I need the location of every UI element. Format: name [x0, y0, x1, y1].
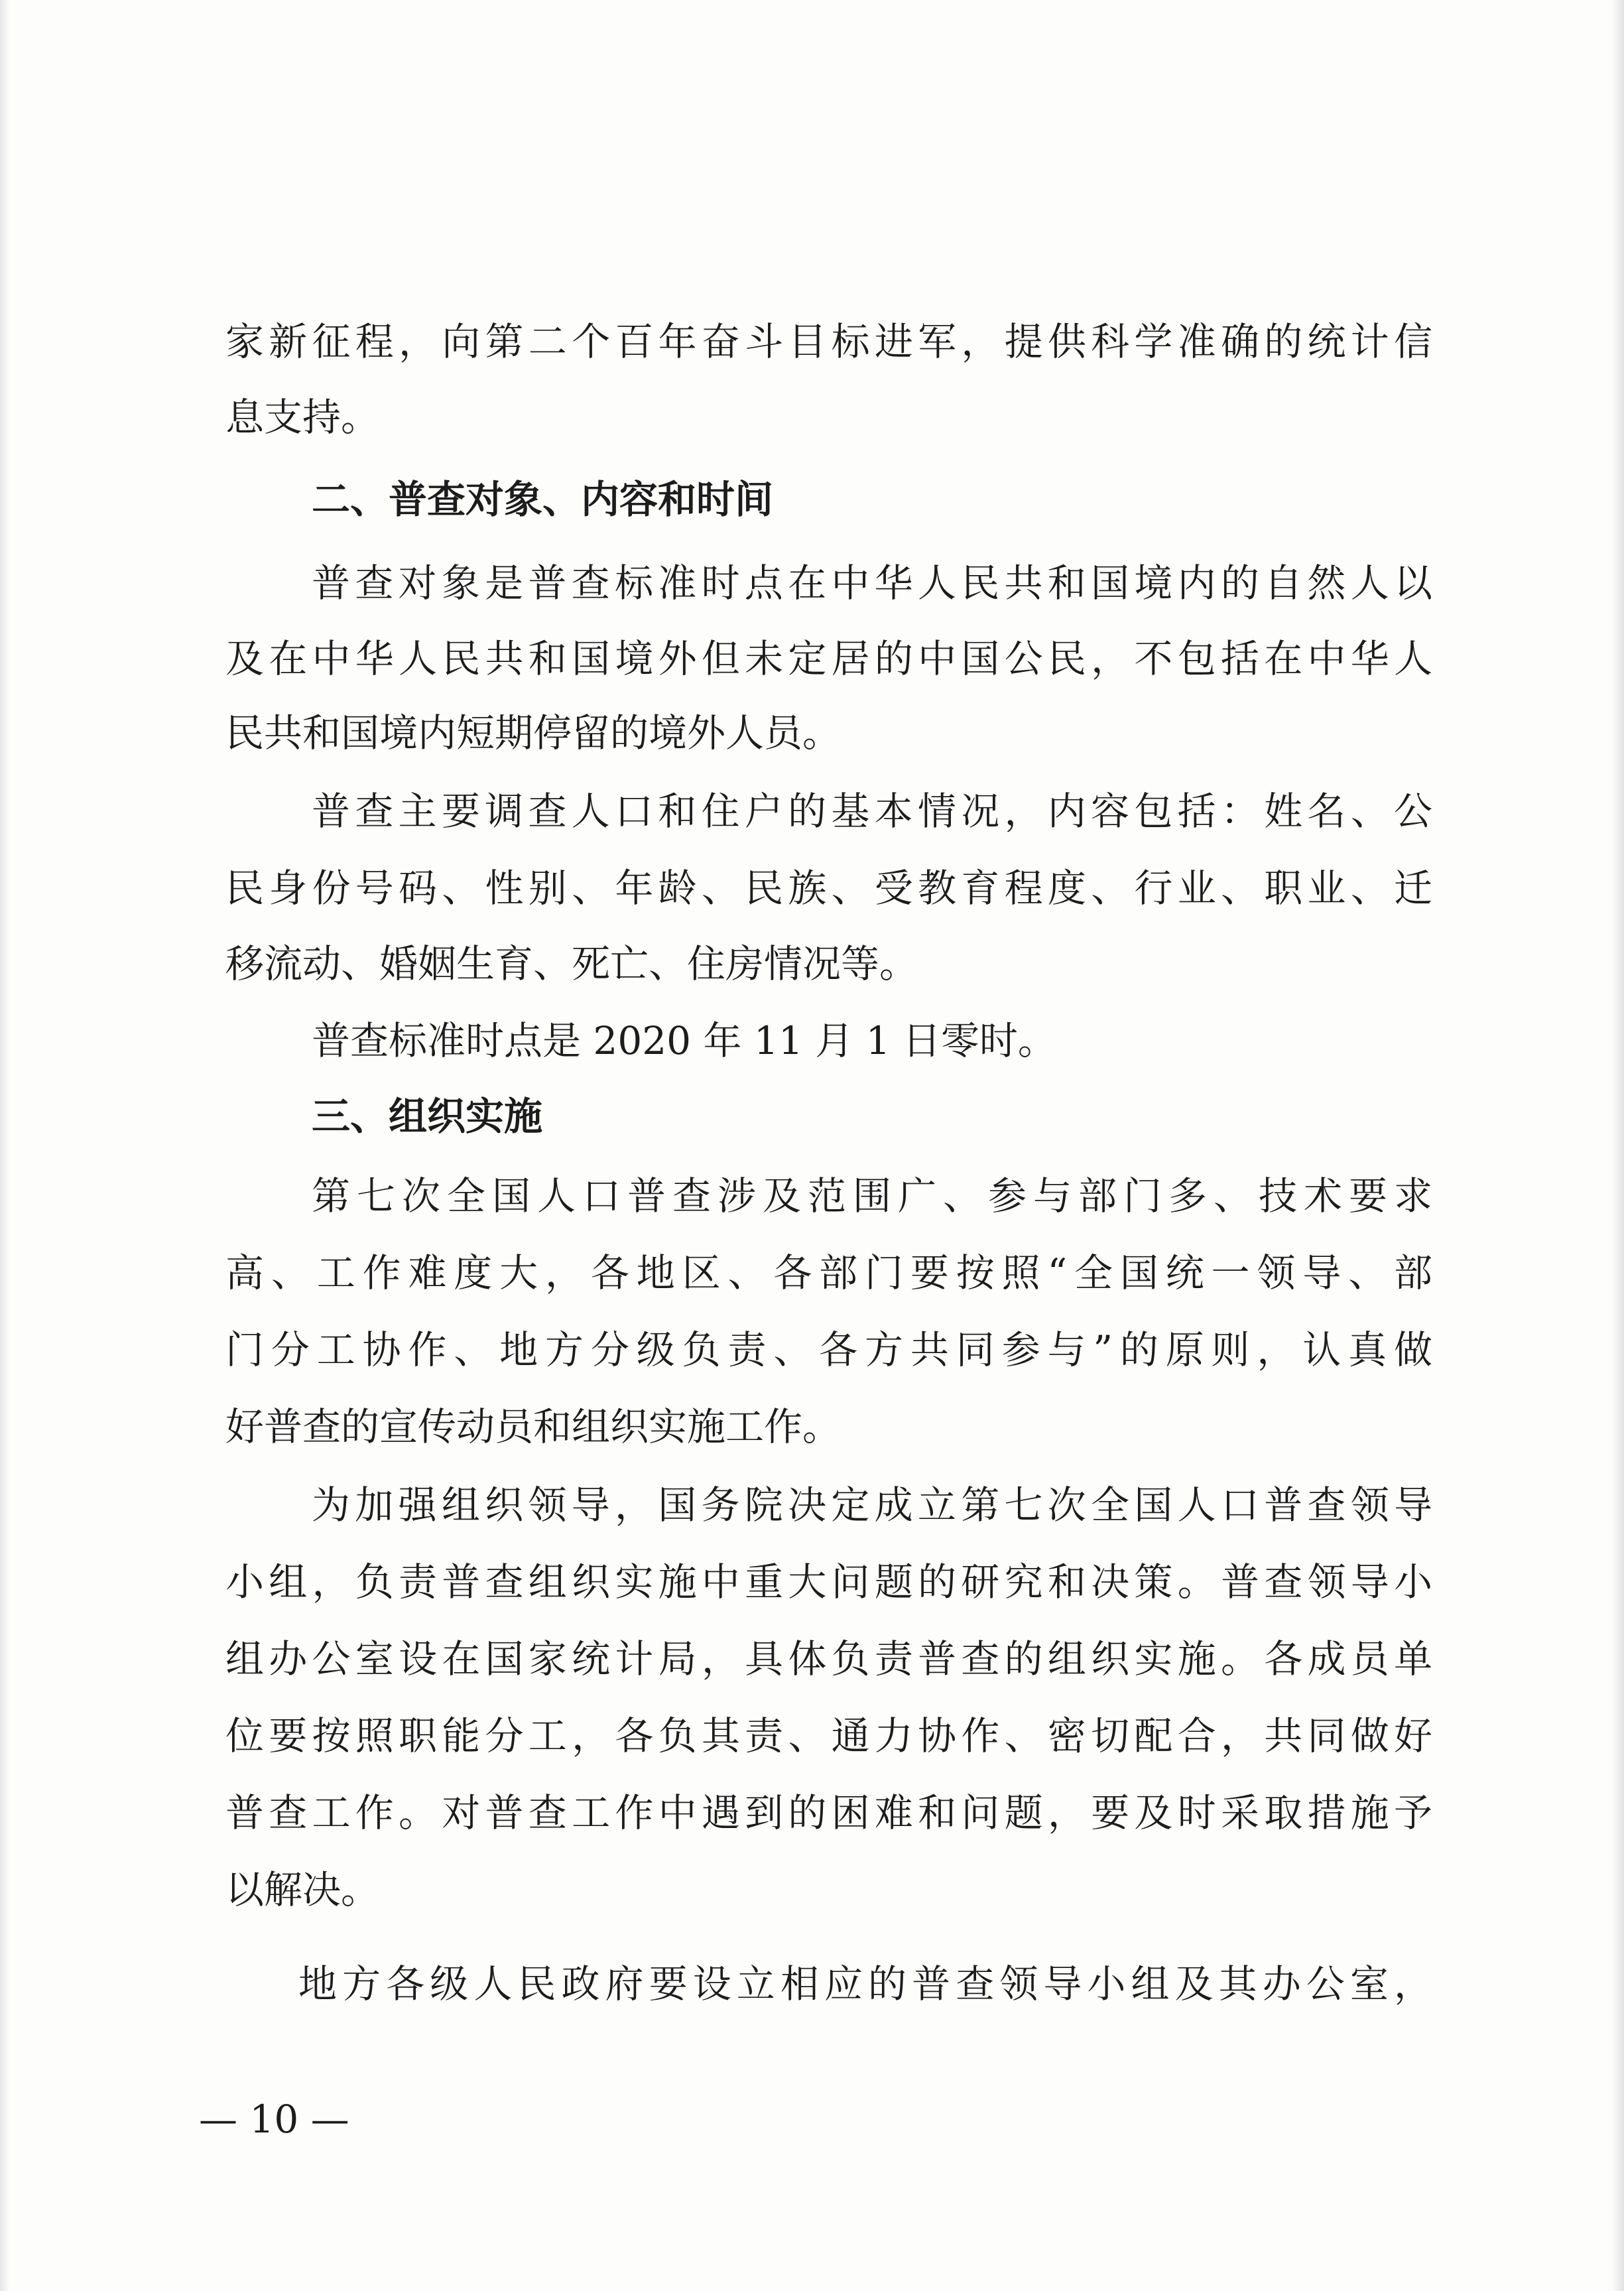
section-heading: 二、普查对象、内容和时间: [312, 477, 774, 522]
page-number: — 10 —: [199, 2097, 349, 2142]
text-line: 为加强组织领导，国务院决定成立第七次全国人口普查领导: [312, 1482, 1432, 1528]
text-line: 组办公室设在国家统计局，具体负责普查的组织实施。各成员单: [225, 1636, 1432, 1681]
text-line: 民共和国境内短期停留的境外人员。: [225, 710, 842, 755]
text-line: 普查对象是普查标准时点在中华人民共和国境内的自然人以: [312, 560, 1432, 606]
text-line: 好普查的宣传动员和组织实施工作。: [225, 1404, 842, 1449]
text-line: 第七次全国人口普查涉及范围广、参与部门多、技术要求: [312, 1173, 1432, 1218]
text-line: 移流动、婚姻生育、死亡、住房情况等。: [225, 941, 918, 986]
text-line: 普查工作。对普查工作中遇到的困难和问题，要及时采取措施予: [225, 1790, 1432, 1835]
scan-edge-left: [0, 0, 9, 2291]
text-line: 小组，负责普查组织实施中重大问题的研究和决策。普查领导小: [225, 1559, 1432, 1604]
text-line: 位要按照职能分工，各负其责、通力协作、密切配合，共同做好: [225, 1713, 1432, 1758]
section-heading: 三、组织实施: [312, 1094, 543, 1139]
text-line: 普查标准时点是 2020 年 11 月 1 日零时。: [312, 1018, 1056, 1063]
text-line: 门分工协作、地方分级负责、各方共同参与”的原则，认真做: [225, 1327, 1432, 1372]
text-line: 地方各级人民政府要设立相应的普查领导小组及其办公室，: [298, 1961, 1432, 2006]
text-line: 以解决。: [225, 1867, 380, 1912]
text-line: 民身份号码、性别、年龄、民族、受教育程度、行业、职业、迁: [225, 866, 1432, 911]
text-line: 家新征程，向第二个百年奋斗目标进军，提供科学准确的统计信: [225, 319, 1432, 364]
text-line: 高、工作难度大，各地区、各部门要按照“全国统一领导、部: [225, 1250, 1432, 1295]
text-line: 及在中华人民共和国境外但未定居的中国公民，不包括在中华人: [225, 636, 1432, 681]
scan-edge-right: [1612, 0, 1624, 2291]
text-line: 普查主要调查人口和住户的基本情况，内容包括：姓名、公: [312, 789, 1432, 834]
text-line: 息支持。: [225, 395, 380, 440]
